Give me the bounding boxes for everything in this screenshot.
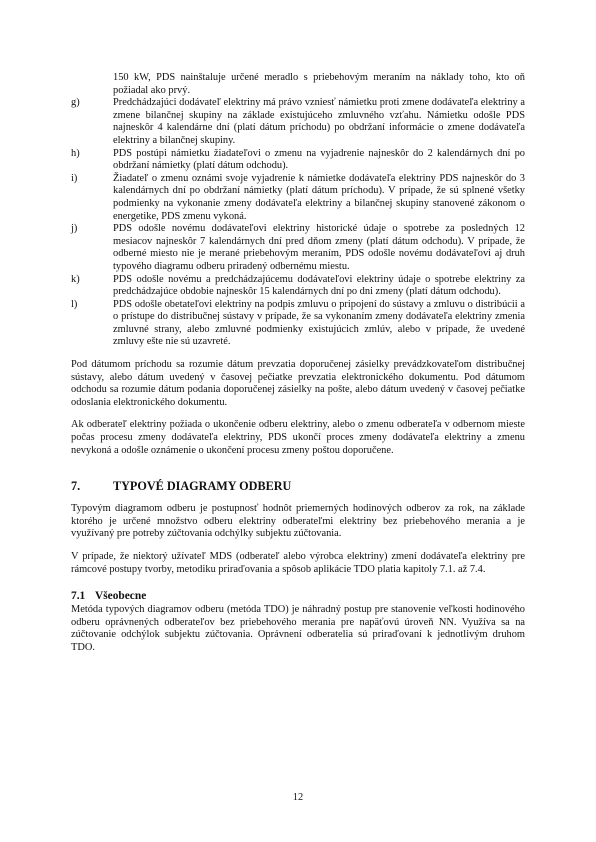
section-paragraph: Typovým diagramom odberu je postupnosť hodnôt priemerných hodinových odberov za rok, na základe ktorého je určené množstvo odberu elektriny odberateľmi elektriny bez priebehového merania a je využívaný pre potreby zúčtovania odchýlky subjektu zúčtovania.: [71, 503, 525, 540]
list-item-text: Predchádzajúci dodávateľ elektriny má právo vzniesť námietku proti zmene dodávateľa elektriny a zmene bilančnej skupiny na základe existujúceho zmluvného vzťahu. Námietku odošle PDS najneskôr 4 kalendárne dní (platí dátum príchodu) po obdržaní informácie o zmene dodávateľa elektriny a bilančnej skupiny.: [113, 97, 525, 146]
list-item: [71, 97, 525, 147]
list-item-label: g): [71, 97, 80, 109]
list-item-label: l): [71, 298, 78, 310]
list-item-label: i): [71, 172, 78, 184]
page-content: [71, 72, 525, 655]
paragraph-termination: Ak odberateľ elektriny požiada o ukončenie odberu elektriny, alebo o zmenu odberateľa v odbernom mieste počas procesu zmeny dodávateľa elektriny, PDS ukončí proces zmeny dodávateľa elektriny a zmenu nevykoná a odošle oznámenie o ukončení procesu zmeny poštou doporučene.: [71, 419, 525, 456]
subsection-heading: [71, 590, 525, 603]
list-item-label: j): [71, 223, 78, 235]
list-item: [71, 274, 525, 299]
list-item: [71, 223, 525, 273]
list-item: [71, 299, 525, 349]
list-item-label: k): [71, 273, 80, 285]
continuation-text: 150 kW, PDS nainštaluje určené meradlo s priebehovým meraním na náklady toho, kto oň požiadal ako prvý.: [113, 72, 525, 96]
list-item-text: PDS odošle novému a predchádzajúcemu dodávateľovi elektriny údaje o spotrebe elektriny za predchádzajúce obdobie najneskôr 15 kalendárnych dní po dni zmeny (platí dátum odchodu).: [113, 273, 525, 298]
subsection-title: Všeobecne: [95, 590, 147, 603]
page-number: 12: [292, 792, 304, 803]
list-item: [71, 148, 525, 173]
section-paragraph: V prípade, že niektorý užívateľ MDS (odberateľ alebo výrobca elektriny) zmení dodávateľa elektriny pre rámcové postupy tvorby, metodiku priraďovania a spôsob aplikácie TDO platia kapitoly 7.1. až 7.4.: [71, 551, 525, 575]
paragraph-date-definition: Pod dátumom príchodu sa rozumie dátum prevzatia doporučenej zásielky prevádzkovateľom distribučnej sústavy, alebo dátum uvedený v časovej pečiatke prevzatia elektronického dokumentu. Pod dátumom odchodu sa rozumie dátum podania doporučenej zásielky na pošte, alebo dátum uvedený v časovej pečiatke odoslania elektronického dokumentu.: [71, 359, 525, 408]
list-item-text: Žiadateľ o zmenu oznámi svoje vyjadrenie k námietke dodávateľa elektriny PDS najneskôr do 3 kalendárnych dní po obdržaní námietky (platí dátum príchodu). V prípade, že sú splnené všetky podmienky na vykonanie zmeny dodávateľa elektriny a bilančnej skupiny stanovené zákonom o energetike, PDS zmenu vykoná.: [113, 172, 525, 222]
subsection-paragraph: Metóda typových diagramov odberu (metóda TDO) je náhradný postup pre stanovenie veľkosti hodinového odberu oprávnených odberateľov bez priebehového merania pre napäťovú úroveň NN. Využíva sa na zúčtovanie odchýlok subjektu zúčtovania. Oprávnení odberatelia sú priraďovaní k jednotlivým druhom TDO.: [71, 604, 525, 653]
list-item: [71, 173, 525, 223]
subsection-number: 7.1: [71, 590, 86, 603]
list-item-text: PDS odošle obetateľovi elektriny na podpis zmluvu o pripojení do sústavy a zmluvu o distribúcii a o prístupe do distribučnej sústavy v prípade, že sa vykonaním zmeny dodávateľa elektriny zmenia zmluvné strany, alebo zmluvné podmienky existujúcich zmlúv, alebo v prípade, že uvedené zmluvy ešte nie sú uzavreté.: [113, 298, 525, 348]
list-item-label: h): [71, 147, 80, 159]
section-title: TYPOVÉ DIAGRAMY ODBERU: [113, 479, 292, 494]
section-number: 7.: [71, 479, 81, 494]
list-item-text: PDS odošle novému dodávateľovi elektriny historické údaje o spotrebe za posledných 12 mesiacov najneskôr 7 kalendárnych dní pred dňom zmeny (platí dátum odchodu). V prípade, že odberné miesto nie je merané priebehovým meraním, PDS odošle novému dodávateľovi aj druh typového diagramu odberu priradený odbernému miestu.: [113, 223, 525, 272]
section-heading: [71, 479, 525, 493]
procedure-list: [71, 97, 525, 349]
list-item-text: PDS postúpi námietku žiadateľovi o zmenu na vyjadrenie najneskôr do 2 kalendárnych dní po obdržaní námietky (platí dátum odchodu).: [113, 147, 525, 172]
